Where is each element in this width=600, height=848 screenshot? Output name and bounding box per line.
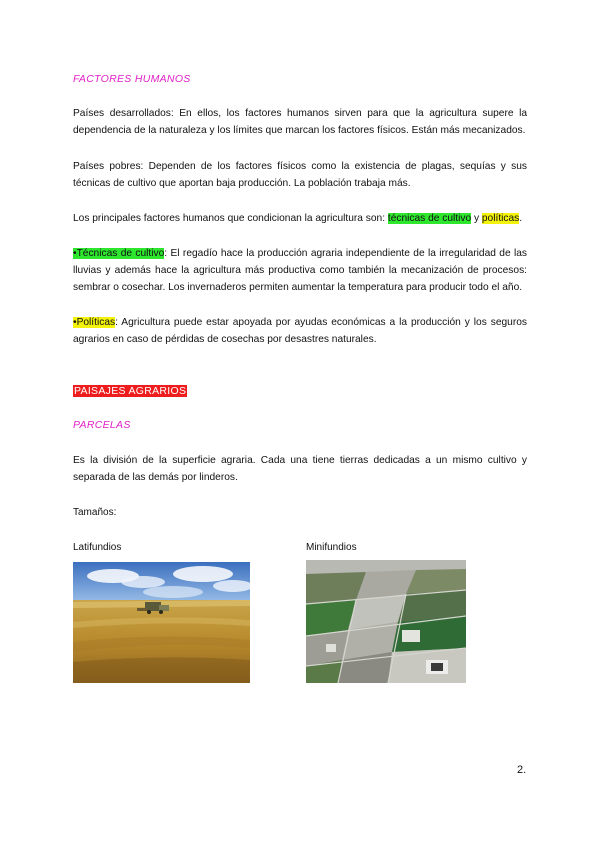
politicas-term-highlight (73, 317, 115, 328)
paisajes-agrarios-label: PAISAJES AGRARIOS (74, 385, 187, 397)
paisajes-agrarios-heading (73, 385, 187, 397)
tecnicas-text: : El regadío hace la producción agraria independiente de la irregularidad de las lluvias y además hace la agricultura más productiva como también la mecanización de procesos: sembrar o cosechar. Los invernaderos permiten aumentar la temperatura para producir todo el año. (73, 248, 527, 293)
principales-intro-text: Los principales factores humanos que condicionan la agricultura son: (73, 213, 388, 224)
factores-humanos-heading: FACTORES HUMANOS (73, 73, 191, 85)
page-number: 2. (517, 764, 527, 776)
parcelas-paragraph: Es la división de la superficie agraria. Cada una tiene tierras dedicadas a un mismo cultivo y separada de las demás por linderos. (73, 455, 527, 483)
politicas-term: Políticas (76, 317, 116, 328)
latifundios-photo (73, 562, 250, 683)
tecnicas-cultivo-paragraph (73, 245, 527, 296)
politicas-text: : Agricultura puede estar apoyada por ayudas económicas a la producción y los seguros agrarios en caso de pérdidas de cosechas por desastres naturales. (73, 317, 527, 345)
tecnicas-highlight: técnicas de cultivo (387, 213, 472, 224)
paises-desarrollados-paragraph: Países desarrollados: En ellos, los factores humanos sirven para que la agricultura supere la dependencia de la naturaleza y los límites que marcan los factores físicos. Están más mecanizados. (73, 108, 527, 136)
minifundios-caption: Minifundios (306, 542, 357, 553)
bullet: • (73, 317, 77, 328)
latifundios-caption: Latifundios (73, 542, 122, 553)
wheat-field-image (73, 562, 250, 683)
politicas-highlight: políticas (481, 213, 520, 224)
principales-and-text: y (471, 213, 482, 224)
small-plots-aerial-image (306, 560, 466, 683)
bullet: • (73, 248, 77, 259)
paises-pobres-paragraph: Países pobres: Dependen de los factores físicos como la existencia de plagas, sequías y sus técnicas de cultivo que aportan baja producción. La población trabaja más. (73, 161, 527, 189)
tamanos-label: Tamaños: (73, 507, 117, 518)
principales-end-text: . (519, 213, 523, 224)
politicas-paragraph (73, 314, 527, 348)
minifundios-photo (306, 560, 466, 683)
principales-factores-paragraph (73, 210, 527, 227)
parcelas-heading: PARCELAS (73, 419, 131, 431)
tecnicas-term-highlight (73, 248, 164, 259)
tecnicas-term: Técnicas de cultivo (76, 248, 165, 259)
